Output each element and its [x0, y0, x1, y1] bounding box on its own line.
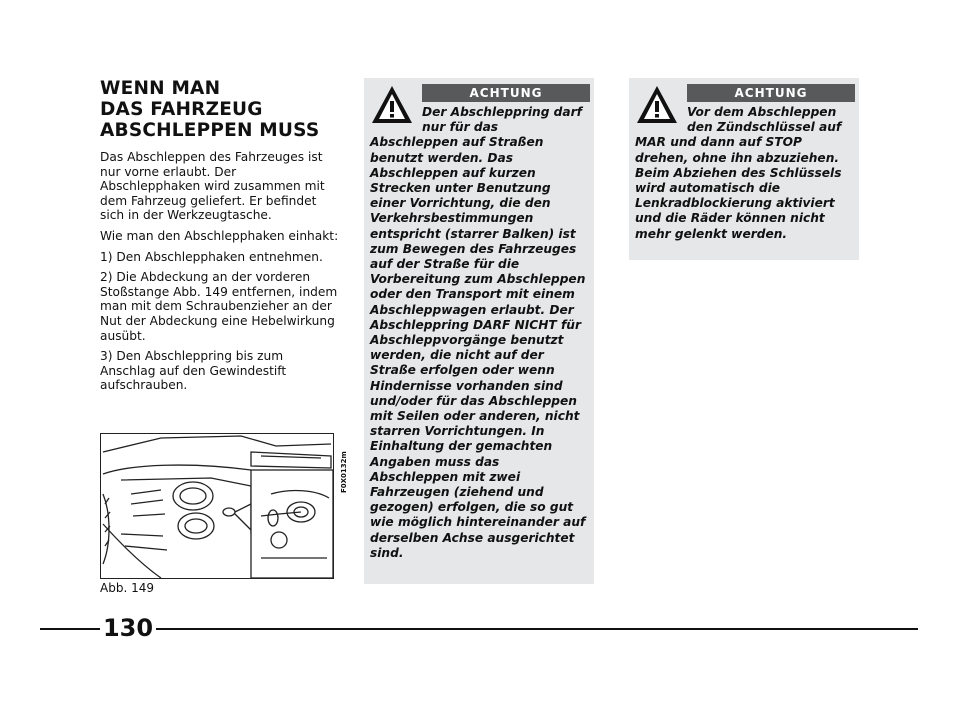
- step-1: 1) Den Abschlepphaken entnehmen.: [100, 249, 323, 264]
- heading-line-2: DAS FAHRZEUG: [100, 99, 263, 120]
- warning-title: ACHTUNG: [422, 84, 590, 102]
- figure-code-text: F0X0132m: [340, 451, 348, 493]
- heading-line-1: WENN MAN: [100, 78, 221, 99]
- section-heading: [100, 78, 340, 141]
- body-text: [100, 150, 340, 393]
- figure-caption: Abb. 149: [100, 581, 154, 595]
- bumper-tow-ring-illustration: [101, 434, 334, 579]
- step-3: 3) Den Abschleppring bis zum Anschlag auf den Gewindestift aufschrauben.: [100, 349, 287, 393]
- warning-text: Vor dem Abschleppen den Zündschlüssel auf MAR und dann auf STOP drehen, ohne ihn abzuziehen. Beim Abziehen des Schlüssels wird automatisch die Lenkradblockierung aktiviert und die Räder können nicht mehr gelenkt werden.: [635, 105, 842, 241]
- warning-title: ACHTUNG: [687, 84, 855, 102]
- warning-box-2: [629, 78, 859, 260]
- footer-rule-right: [156, 628, 918, 630]
- figure-code-label: [332, 435, 352, 495]
- step-2: 2) Die Abdeckung an der vorderen Stoßstange Abb. 149 entfernen, indem man mit dem Schraubenzieher an der Nut der Abdeckung eine Hebelwirkung ausübt.: [100, 270, 338, 343]
- heading-line-3: ABSCHLEPPEN MUSS: [100, 120, 320, 141]
- warning-box-1: [364, 78, 594, 584]
- paragraph-intro: Das Abschleppen des Fahrzeuges ist nur vorne erlaubt. Der Abschlepphaken wird zusammen mit dem Fahrzeug geliefert. Er befindet sich in der Werkzeugtasche.: [100, 150, 325, 223]
- warning-text: Der Abschleppring darf nur für das Abschleppen auf Straßen benutzt werden. Das Abschleppen auf kurzen Strecken unter Benutzung einer Vorrichtung, die den Verkehrsbestimmungen entspricht (starrer Balken) ist zum Bewegen des Fahrzeuges auf der Straße für die Vorbereitung zum Abschleppen oder den Transport mit einem Abschleppwagen erlaubt. Der Abschleppring DARF NICHT für Abschleppvorgänge benutzt werden, die nicht auf der Straße erfolgen oder wenn Hindernisse vorhanden sind und/oder für das Abschleppen mit Seilen oder anderen, nicht starren Vorrichtungen. In Einhaltung der gemachten Angaben muss das Abschleppen mit zwei Fahrzeugen (ziehend und gezogen) erfolgen, die so gut wie möglich hintereinander auf derselben Achse ausgerichtet sind.: [370, 105, 586, 560]
- page-number: 130: [102, 614, 154, 642]
- paragraph-howto: Wie man den Abschlepphaken einhakt:: [100, 228, 339, 243]
- main-column: [100, 78, 340, 399]
- figure-illustration: [100, 433, 334, 579]
- footer-rule-left: [40, 628, 100, 630]
